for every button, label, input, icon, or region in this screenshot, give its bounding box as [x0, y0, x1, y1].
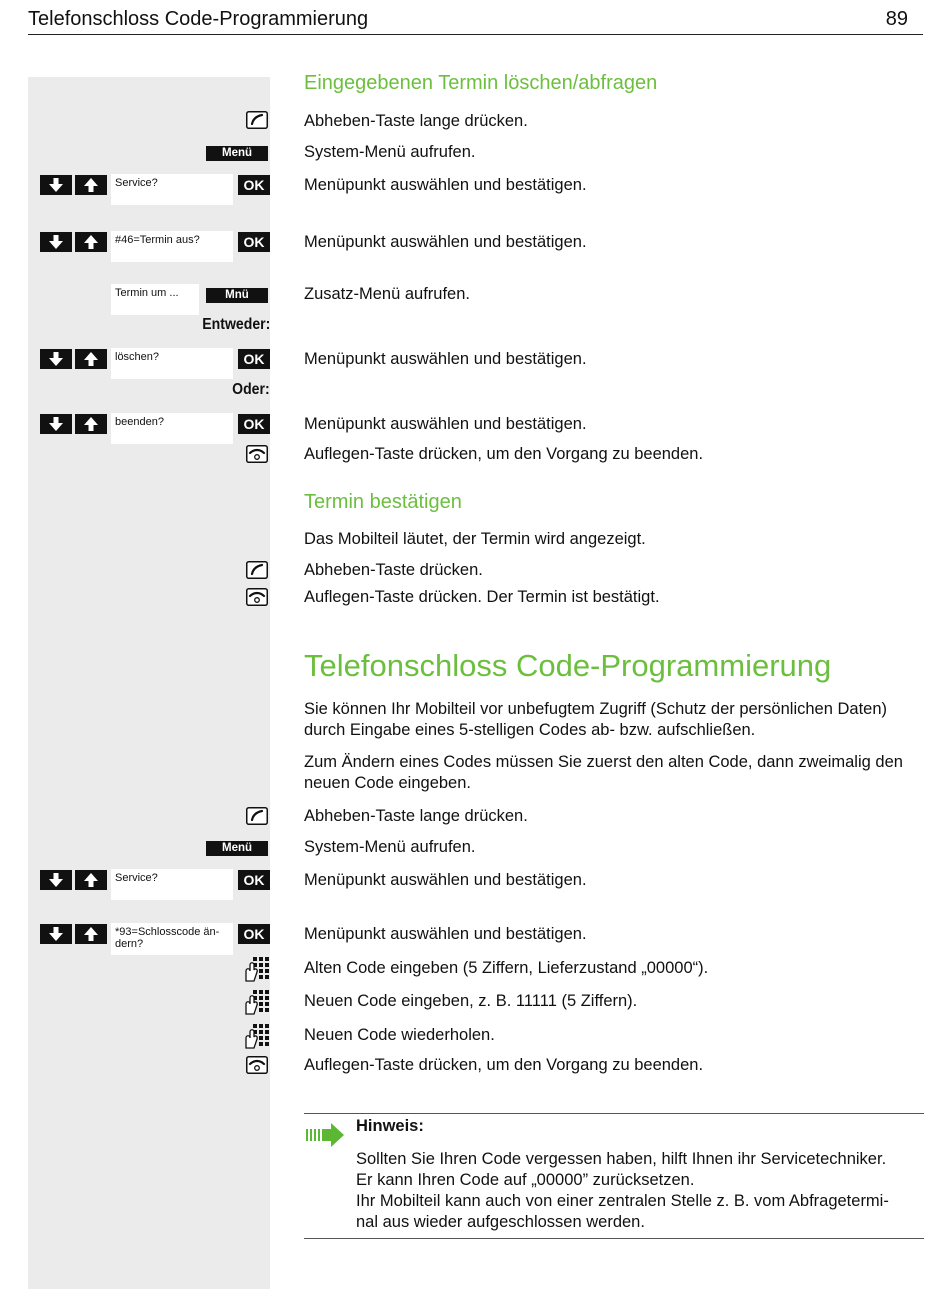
- handset-offhook-icon: [246, 561, 268, 584]
- ok-button[interactable]: OK: [238, 924, 270, 944]
- hint-line: Sollten Sie Ihren Code vergessen haben, hilft Ihnen ihr Servicetechniker.: [356, 1150, 887, 1168]
- handset-onhook-icon: [246, 445, 268, 468]
- arrow-down-icon[interactable]: [40, 414, 72, 434]
- arrow-up-icon[interactable]: [75, 870, 107, 890]
- paragraph: Sie können Ihr Mobilteil vor unbefugtem Zugriff (Schutz der persönlichen Daten) durch Eingabe eines 5-stelligen Codes ab- bzw. aufschließen.: [304, 700, 888, 739]
- keypad-icon: [243, 989, 270, 1020]
- step-text: Alten Code eingeben (5 Ziffern, Lieferzustand „00000“).: [304, 959, 709, 977]
- section-heading-confirm-appointment: Termin bestätigen: [304, 491, 462, 513]
- section-heading-delete-appointment: Eingegebenen Termin löschen/abfragen: [304, 72, 658, 94]
- step-text: Auflegen-Taste drücken, um den Vorgang zu beenden.: [304, 445, 704, 463]
- intro-text: Das Mobilteil läutet, der Termin wird angezeigt.: [304, 530, 646, 548]
- keypad-icon: [243, 956, 270, 987]
- handset-offhook-icon: [246, 111, 268, 134]
- running-header: Telefonschloss Code-Programmierung: [28, 8, 369, 30]
- step-text: Abheben-Taste lange drücken.: [304, 112, 528, 130]
- hint-title: Hinweis:: [356, 1117, 424, 1135]
- hint-line: nal aus wieder aufgeschlossen werden.: [356, 1213, 645, 1231]
- keypad-icon: [243, 1023, 270, 1054]
- hint-line: Er kann Ihren Code auf „00000” zurücksetzen.: [356, 1171, 695, 1189]
- hint-body: [356, 1149, 926, 1233]
- display-field: Service?: [111, 869, 233, 900]
- step-text: Auflegen-Taste drücken. Der Termin ist bestätigt.: [304, 588, 660, 606]
- arrow-up-icon[interactable]: [75, 349, 107, 369]
- ok-button[interactable]: OK: [238, 175, 270, 195]
- step-text: Neuen Code wiederholen.: [304, 1026, 495, 1044]
- paragraph: Zum Ändern eines Codes müssen Sie zuerst den alten Code, dann zweimalig den neuen Code eingeben.: [304, 753, 903, 792]
- display-field: Service?: [111, 174, 233, 205]
- label-or: Oder:: [232, 381, 270, 398]
- step-text: System-Menü aufrufen.: [304, 143, 476, 161]
- step-text: Abheben-Taste drücken.: [304, 561, 483, 579]
- extra-menu-softkey[interactable]: Mnü: [206, 288, 268, 303]
- label-either: Entweder:: [201, 316, 270, 333]
- hint-bottom-rule: [304, 1238, 924, 1239]
- arrow-up-icon[interactable]: [75, 414, 107, 434]
- arrow-down-icon[interactable]: [40, 349, 72, 369]
- display-field: beenden?: [111, 413, 233, 444]
- menu-softkey[interactable]: Menü: [206, 841, 268, 856]
- step-text: Neuen Code eingeben, z. B. 11111 (5 Ziffern).: [304, 992, 638, 1010]
- display-line: dern?: [115, 938, 144, 950]
- ok-button[interactable]: OK: [238, 349, 270, 369]
- step-text: Menüpunkt auswählen und bestätigen.: [304, 350, 587, 368]
- step-text: Menüpunkt auswählen und bestätigen.: [304, 176, 587, 194]
- header-divider: [28, 34, 923, 35]
- display-field: [111, 923, 233, 955]
- arrow-down-icon[interactable]: [40, 175, 72, 195]
- step-text: Zusatz-Menü aufrufen.: [304, 285, 470, 303]
- ok-button[interactable]: OK: [238, 870, 270, 890]
- step-text: Menüpunkt auswählen und bestätigen.: [304, 233, 587, 251]
- note-arrow-icon: [304, 1120, 346, 1155]
- handset-offhook-icon: [246, 807, 268, 830]
- arrow-up-icon[interactable]: [75, 924, 107, 944]
- display-line: *93=Schlosscode än-: [115, 926, 220, 938]
- step-text: Menüpunkt auswählen und bestätigen.: [304, 925, 587, 943]
- handset-onhook-icon: [246, 1056, 268, 1079]
- arrow-down-icon[interactable]: [40, 924, 72, 944]
- display-field: löschen?: [111, 348, 233, 379]
- menu-softkey[interactable]: Menü: [206, 146, 268, 161]
- ok-button[interactable]: OK: [238, 232, 270, 252]
- section-heading-phone-lock: Telefonschloss Code-Programmierung: [304, 648, 832, 683]
- display-field: Termin um ...: [111, 284, 199, 315]
- ok-button[interactable]: OK: [238, 414, 270, 434]
- step-text: Menüpunkt auswählen und bestätigen.: [304, 415, 587, 433]
- handset-onhook-icon: [246, 588, 268, 611]
- hint-top-rule: [304, 1113, 924, 1114]
- hint-line: Ihr Mobilteil kann auch von einer zentralen Stelle z. B. vom Abfragetermi-: [356, 1192, 889, 1210]
- arrow-up-icon[interactable]: [75, 175, 107, 195]
- display-field: #46=Termin aus?: [111, 231, 233, 262]
- arrow-down-icon[interactable]: [40, 232, 72, 252]
- step-text: Auflegen-Taste drücken, um den Vorgang zu beenden.: [304, 1056, 704, 1074]
- step-text: Abheben-Taste lange drücken.: [304, 807, 528, 825]
- page-number: 89: [885, 8, 908, 30]
- arrow-up-icon[interactable]: [75, 232, 107, 252]
- step-text: System-Menü aufrufen.: [304, 838, 476, 856]
- step-text: Menüpunkt auswählen und bestätigen.: [304, 871, 587, 889]
- arrow-down-icon[interactable]: [40, 870, 72, 890]
